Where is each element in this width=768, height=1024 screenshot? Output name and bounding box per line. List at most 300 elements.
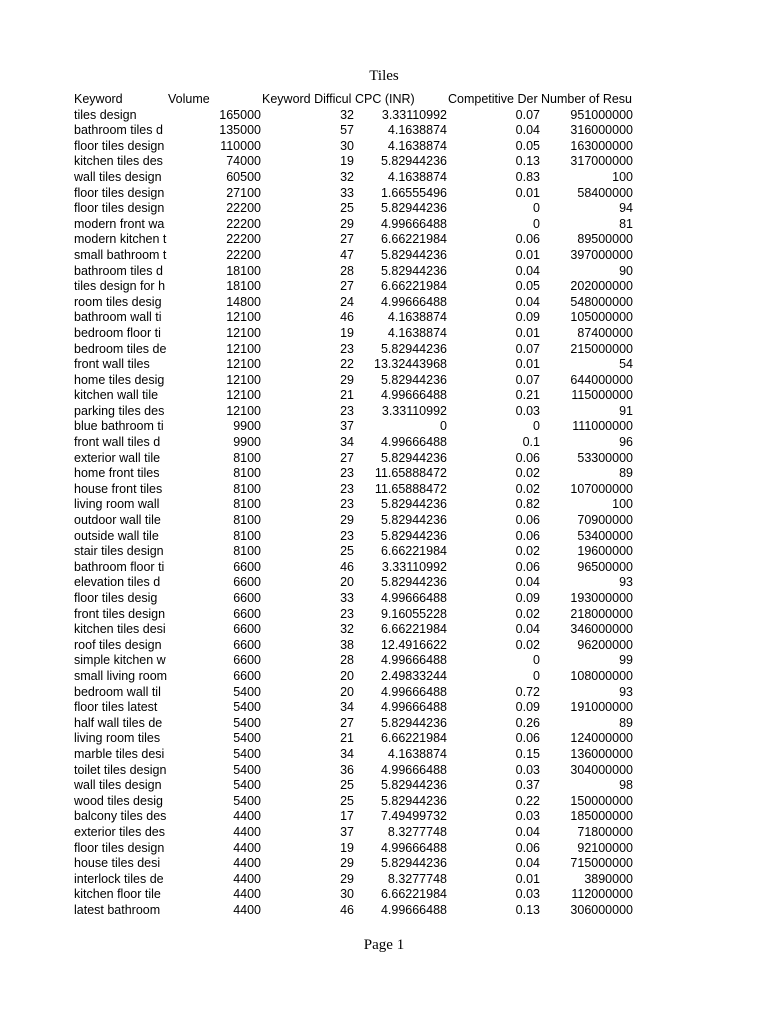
volume-cell: 5400	[233, 700, 261, 715]
keyword-cell: half wall tiles de	[74, 715, 163, 730]
table-row	[74, 186, 634, 202]
number-of-results-cell: 58400000	[577, 185, 633, 200]
volume-cell: 12100	[226, 403, 261, 418]
keyword-difficulty-cell: 25	[340, 544, 354, 559]
table-row	[74, 716, 634, 732]
competitive-density-cell: 0.09	[515, 700, 540, 715]
keyword-difficulty-cell: 23	[340, 497, 354, 512]
competitive-density-cell: 0.72	[515, 684, 540, 699]
competitive-density-cell: 0.37	[515, 778, 540, 793]
keyword-difficulty-cell: 23	[340, 606, 354, 621]
table-row	[74, 232, 634, 248]
keyword-difficulty-cell: 17	[340, 809, 354, 824]
page-number: Page 1	[363, 937, 405, 953]
column-header-competitive-density: Competitive Der	[448, 92, 538, 106]
keyword-cell: wall tiles design	[74, 778, 162, 793]
keyword-cell: stair tiles design	[74, 544, 164, 559]
keyword-cell: bedroom tiles de	[74, 341, 167, 356]
cpc-cell: 6.66221984	[380, 279, 447, 294]
keyword-difficulty-cell: 27	[340, 450, 354, 465]
competitive-density-cell: 0.03	[515, 809, 540, 824]
competitive-density-cell: 0.04	[515, 622, 540, 637]
competitive-density-cell: 0.09	[515, 310, 540, 325]
keyword-difficulty-cell: 30	[340, 138, 354, 153]
cpc-cell: 8.3277748	[387, 824, 447, 839]
cpc-cell: 4.1638874	[387, 325, 447, 340]
keyword-difficulty-cell: 23	[340, 403, 354, 418]
table-row	[74, 872, 634, 888]
competitive-density-cell: 0.04	[515, 294, 540, 309]
volume-cell: 27100	[226, 185, 261, 200]
table-row	[74, 669, 634, 685]
keyword-table	[74, 92, 634, 918]
cpc-cell: 4.99666488	[380, 684, 447, 699]
number-of-results-cell: 89	[619, 715, 633, 730]
cpc-cell: 12.4916622	[380, 637, 447, 652]
cpc-cell: 4.1638874	[387, 310, 447, 325]
keyword-cell: kitchen wall tile	[74, 388, 159, 403]
column-header-cpc: CPC (INR)	[355, 92, 415, 106]
table-header-row	[74, 92, 634, 108]
volume-cell: 5400	[233, 684, 261, 699]
number-of-results-cell: 304000000	[570, 762, 633, 777]
number-of-results-cell: 191000000	[570, 700, 633, 715]
keyword-cell: small living room	[74, 668, 168, 683]
competitive-density-cell: 0.01	[515, 247, 540, 262]
keyword-cell: interlock tiles de	[74, 871, 164, 886]
table-row	[74, 482, 634, 498]
volume-cell: 4400	[233, 840, 261, 855]
number-of-results-cell: 218000000	[570, 606, 633, 621]
volume-cell: 6600	[233, 637, 261, 652]
keyword-difficulty-cell: 34	[340, 700, 354, 715]
competitive-density-cell: 0.82	[515, 497, 540, 512]
keyword-cell: front wall tiles	[74, 357, 150, 372]
competitive-density-cell: 0	[533, 668, 540, 683]
keyword-difficulty-cell: 23	[340, 341, 354, 356]
cpc-cell: 5.82944236	[380, 715, 447, 730]
volume-cell: 12100	[226, 341, 261, 356]
keyword-difficulty-cell: 32	[340, 169, 354, 184]
cpc-cell: 5.82944236	[380, 201, 447, 216]
cpc-cell: 5.82944236	[380, 778, 447, 793]
number-of-results-cell: 715000000	[570, 856, 633, 871]
cpc-cell: 0	[440, 419, 447, 434]
volume-cell: 8100	[233, 528, 261, 543]
number-of-results-cell: 54	[619, 357, 633, 372]
number-of-results-cell: 306000000	[570, 902, 633, 917]
volume-cell: 4400	[233, 902, 261, 917]
keyword-cell: home front tiles	[74, 466, 160, 481]
number-of-results-cell: 100	[612, 497, 633, 512]
table-row	[74, 653, 634, 669]
cpc-cell: 2.49833244	[380, 668, 447, 683]
cpc-cell: 5.82944236	[380, 575, 447, 590]
keyword-cell: tiles design for h	[74, 279, 166, 294]
table-row	[74, 170, 634, 186]
volume-cell: 22200	[226, 201, 261, 216]
keyword-cell: wall tiles design	[74, 169, 162, 184]
keyword-difficulty-cell: 25	[340, 778, 354, 793]
cpc-cell: 4.99666488	[380, 294, 447, 309]
table-row	[74, 373, 634, 389]
number-of-results-cell: 87400000	[577, 325, 633, 340]
number-of-results-cell: 81	[619, 216, 633, 231]
competitive-density-cell: 0.07	[515, 372, 540, 387]
table-row	[74, 264, 634, 280]
keyword-difficulty-cell: 21	[340, 388, 354, 403]
volume-cell: 165000	[219, 107, 261, 122]
volume-cell: 5400	[233, 715, 261, 730]
competitive-density-cell: 0.04	[515, 824, 540, 839]
volume-cell: 6600	[233, 668, 261, 683]
keyword-difficulty-cell: 57	[340, 123, 354, 138]
keyword-cell: floor tiles design	[74, 840, 165, 855]
table-row	[74, 435, 634, 451]
competitive-density-cell: 0.01	[515, 325, 540, 340]
keyword-difficulty-cell: 19	[340, 840, 354, 855]
table-row	[74, 825, 634, 841]
competitive-density-cell: 0	[533, 653, 540, 668]
table-row	[74, 591, 634, 607]
number-of-results-cell: 193000000	[570, 591, 633, 605]
cpc-cell: 11.65888472	[374, 466, 447, 481]
table-row	[74, 108, 634, 124]
keyword-difficulty-cell: 20	[340, 684, 354, 699]
keyword-difficulty-cell: 30	[340, 887, 354, 902]
keyword-difficulty-cell: 19	[340, 325, 354, 340]
cpc-cell: 5.82944236	[380, 497, 447, 512]
number-of-results-cell: 136000000	[570, 746, 633, 761]
cpc-cell: 8.3277748	[387, 871, 447, 886]
keyword-difficulty-cell: 21	[340, 731, 354, 746]
volume-cell: 22200	[226, 247, 261, 262]
competitive-density-cell: 0.01	[515, 357, 540, 372]
keyword-cell: bedroom wall til	[74, 684, 161, 699]
competitive-density-cell: 0.04	[515, 123, 540, 138]
keyword-difficulty-cell: 20	[340, 575, 354, 590]
volume-cell: 6600	[233, 591, 261, 605]
table-row	[74, 279, 634, 295]
keyword-difficulty-cell: 34	[340, 435, 354, 450]
volume-cell: 4400	[233, 809, 261, 824]
keyword-cell: modern front wa	[74, 216, 165, 231]
table-row	[74, 248, 634, 264]
volume-cell: 5400	[233, 778, 261, 793]
table-row	[74, 575, 634, 591]
keyword-cell: room tiles desig	[74, 294, 162, 309]
volume-cell: 6600	[233, 653, 261, 668]
cpc-cell: 5.82944236	[380, 793, 447, 808]
number-of-results-cell: 644000000	[570, 372, 633, 387]
volume-cell: 8100	[233, 513, 261, 528]
number-of-results-cell: 93	[619, 684, 633, 699]
cpc-cell: 4.1638874	[387, 123, 447, 138]
cpc-cell: 5.82944236	[380, 450, 447, 465]
number-of-results-cell: 94	[619, 201, 633, 216]
keyword-difficulty-cell: 29	[340, 871, 354, 886]
number-of-results-cell: 115000000	[571, 388, 633, 403]
keyword-difficulty-cell: 37	[340, 419, 354, 434]
cpc-cell: 5.82944236	[380, 856, 447, 871]
keyword-cell: latest bathroom	[74, 902, 161, 917]
number-of-results-cell: 150000000	[570, 793, 633, 808]
table-row	[74, 342, 634, 358]
volume-cell: 8100	[233, 466, 261, 481]
keyword-difficulty-cell: 19	[340, 154, 354, 169]
keyword-cell: exterior wall tile	[74, 450, 161, 465]
cpc-cell: 5.82944236	[380, 528, 447, 543]
competitive-density-cell: 0.13	[515, 154, 540, 169]
keyword-difficulty-cell: 28	[340, 653, 354, 668]
number-of-results-cell: 96500000	[577, 559, 633, 574]
keyword-cell: bedroom floor ti	[74, 325, 161, 340]
competitive-density-cell: 0.06	[515, 513, 540, 528]
table-row	[74, 794, 634, 810]
table-row	[74, 310, 634, 326]
number-of-results-cell: 112000000	[571, 887, 633, 902]
table-row	[74, 419, 634, 435]
cpc-cell: 3.33110992	[381, 403, 447, 418]
volume-cell: 12100	[226, 310, 261, 325]
competitive-density-cell: 0.06	[515, 731, 540, 746]
keyword-difficulty-cell: 23	[340, 481, 354, 496]
keyword-cell: floor tiles latest	[74, 700, 158, 715]
number-of-results-cell: 548000000	[570, 294, 633, 309]
competitive-density-cell: 0.03	[515, 762, 540, 777]
keyword-difficulty-cell: 38	[340, 637, 354, 652]
cpc-cell: 1.66555496	[380, 185, 447, 200]
number-of-results-cell: 108000000	[570, 668, 633, 683]
volume-cell: 4400	[233, 871, 261, 886]
competitive-density-cell: 0.06	[515, 559, 540, 574]
keyword-difficulty-cell: 33	[340, 591, 354, 605]
number-of-results-cell: 107000000	[570, 481, 633, 496]
competitive-density-cell: 0.09	[515, 591, 540, 605]
keyword-cell: floor tiles design	[74, 138, 165, 153]
table-row	[74, 841, 634, 857]
cpc-cell: 13.32443968	[374, 357, 447, 372]
number-of-results-cell: 163000000	[570, 138, 633, 153]
competitive-density-cell: 0.02	[515, 637, 540, 652]
competitive-density-cell: 0.05	[515, 279, 540, 294]
keyword-difficulty-cell: 29	[340, 216, 354, 231]
number-of-results-cell: 98	[619, 778, 633, 793]
table-row	[74, 217, 634, 233]
number-of-results-cell: 215000000	[570, 341, 633, 356]
volume-cell: 4400	[233, 856, 261, 871]
competitive-density-cell: 0.04	[515, 575, 540, 590]
number-of-results-cell: 185000000	[570, 809, 633, 824]
keyword-cell: living room wall	[74, 497, 160, 512]
table-row	[74, 685, 634, 701]
volume-cell: 8100	[233, 544, 261, 559]
number-of-results-cell: 316000000	[570, 123, 633, 138]
volume-cell: 60500	[226, 169, 261, 184]
number-of-results-cell: 89500000	[577, 232, 633, 247]
volume-cell: 22200	[226, 216, 261, 231]
table-row	[74, 560, 634, 576]
keyword-cell: kitchen floor tile	[74, 887, 161, 902]
volume-cell: 4400	[233, 824, 261, 839]
cpc-cell: 4.99666488	[380, 388, 447, 403]
keyword-cell: tiles design	[74, 107, 137, 122]
competitive-density-cell: 0.03	[515, 887, 540, 902]
table-row	[74, 326, 634, 342]
table-row	[74, 513, 634, 529]
volume-cell: 18100	[226, 263, 261, 278]
number-of-results-cell: 99	[619, 653, 633, 668]
keyword-difficulty-cell: 23	[340, 528, 354, 543]
table-row	[74, 404, 634, 420]
number-of-results-cell: 89	[619, 466, 633, 481]
keyword-cell: kitchen tiles desi	[74, 622, 166, 637]
number-of-results-cell: 92100000	[577, 840, 633, 855]
number-of-results-cell: 111000000	[572, 419, 633, 434]
column-header-number-of-results: Number of Resu	[541, 92, 633, 106]
cpc-cell: 4.99666488	[380, 700, 447, 715]
keyword-cell: blue bathroom ti	[74, 419, 164, 434]
competitive-density-cell: 0.13	[515, 902, 540, 917]
number-of-results-cell: 317000000	[570, 154, 633, 169]
volume-cell: 6600	[233, 606, 261, 621]
competitive-density-cell: 0.02	[515, 606, 540, 621]
volume-cell: 110000	[220, 138, 261, 153]
keyword-cell: kitchen tiles des	[74, 154, 163, 169]
volume-cell: 12100	[226, 325, 261, 340]
competitive-density-cell: 0.15	[515, 746, 540, 761]
page-title: Tiles	[369, 68, 399, 84]
table-row	[74, 466, 634, 482]
number-of-results-cell: 71800000	[577, 824, 633, 839]
keyword-difficulty-cell: 37	[340, 824, 354, 839]
cpc-cell: 5.82944236	[380, 247, 447, 262]
cpc-cell: 5.82944236	[380, 341, 447, 356]
keyword-difficulty-cell: 36	[340, 762, 354, 777]
keyword-difficulty-cell: 46	[340, 559, 354, 574]
cpc-cell: 4.99666488	[380, 216, 447, 231]
cpc-cell: 3.33110992	[381, 559, 447, 574]
table-row	[74, 809, 634, 825]
competitive-density-cell: 0.05	[515, 138, 540, 153]
volume-cell: 9900	[233, 419, 261, 434]
competitive-density-cell: 0.02	[515, 466, 540, 481]
volume-cell: 8100	[233, 481, 261, 496]
number-of-results-cell: 90	[619, 263, 633, 278]
volume-cell: 5400	[233, 793, 261, 808]
volume-cell: 12100	[226, 357, 261, 372]
keyword-difficulty-cell: 25	[340, 793, 354, 808]
number-of-results-cell: 91	[619, 403, 633, 418]
competitive-density-cell: 0.01	[515, 185, 540, 200]
table-row	[74, 903, 634, 919]
keyword-difficulty-cell: 46	[340, 310, 354, 325]
keyword-cell: exterior tiles des	[74, 824, 166, 839]
keyword-cell: balcony tiles des	[74, 809, 167, 824]
volume-cell: 14800	[226, 294, 261, 309]
volume-cell: 135000	[219, 123, 261, 138]
keyword-difficulty-cell: 27	[340, 279, 354, 294]
keyword-cell: elevation tiles d	[74, 575, 161, 590]
competitive-density-cell: 0.06	[515, 450, 540, 465]
cpc-cell: 4.1638874	[387, 138, 447, 153]
keyword-cell: bathroom tiles d	[74, 263, 163, 278]
cpc-cell: 5.82944236	[380, 513, 447, 528]
keyword-difficulty-cell: 32	[340, 622, 354, 637]
keyword-cell: floor tiles design	[74, 185, 165, 200]
number-of-results-cell: 100	[612, 169, 633, 184]
cpc-cell: 4.99666488	[380, 840, 447, 855]
cpc-cell: 4.99666488	[380, 653, 447, 668]
volume-cell: 18100	[226, 279, 261, 294]
table-row	[74, 139, 634, 155]
keyword-cell: floor tiles design	[74, 201, 165, 216]
volume-cell: 12100	[226, 388, 261, 403]
table-row	[74, 544, 634, 560]
keyword-difficulty-cell: 22	[340, 357, 354, 372]
cpc-cell: 5.82944236	[380, 263, 447, 278]
cpc-cell: 3.33110992	[381, 107, 447, 122]
keyword-cell: outdoor wall tile	[74, 513, 161, 528]
cpc-cell: 11.65888472	[374, 481, 447, 496]
table-row	[74, 622, 634, 638]
volume-cell: 5400	[233, 731, 261, 746]
competitive-density-cell: 0.06	[515, 232, 540, 247]
table-row	[74, 123, 634, 139]
table-row	[74, 700, 634, 716]
volume-cell: 5400	[233, 746, 261, 761]
competitive-density-cell: 0.26	[515, 715, 540, 730]
competitive-density-cell: 0	[533, 216, 540, 231]
keyword-difficulty-cell: 20	[340, 668, 354, 683]
number-of-results-cell: 202000000	[570, 279, 633, 294]
cpc-cell: 5.82944236	[380, 372, 447, 387]
keyword-difficulty-cell: 27	[340, 715, 354, 730]
keyword-difficulty-cell: 46	[340, 902, 354, 917]
table-row	[74, 638, 634, 654]
keyword-cell: marble tiles desi	[74, 746, 165, 761]
number-of-results-cell: 951000000	[570, 107, 633, 122]
keyword-cell: home tiles desig	[74, 372, 165, 387]
cpc-cell: 6.66221984	[380, 544, 447, 559]
cpc-cell: 6.66221984	[380, 622, 447, 637]
keyword-difficulty-cell: 29	[340, 513, 354, 528]
number-of-results-cell: 96	[619, 435, 633, 450]
keyword-difficulty-cell: 25	[340, 201, 354, 216]
keyword-cell: parking tiles des	[74, 403, 165, 418]
table-row	[74, 887, 634, 903]
keyword-cell: living room tiles	[74, 731, 161, 746]
volume-cell: 6600	[233, 622, 261, 637]
number-of-results-cell: 3890000	[584, 871, 633, 886]
column-header-volume: Volume	[168, 92, 210, 106]
competitive-density-cell: 0.07	[515, 341, 540, 356]
keyword-difficulty-cell: 24	[340, 294, 354, 309]
table-row	[74, 451, 634, 467]
volume-cell: 8100	[233, 497, 261, 512]
keyword-difficulty-cell: 33	[340, 185, 354, 200]
keyword-cell: simple kitchen w	[74, 653, 166, 668]
volume-cell: 6600	[233, 559, 261, 574]
keyword-cell: bathroom floor ti	[74, 559, 165, 574]
keyword-cell: roof tiles design	[74, 637, 162, 652]
competitive-density-cell: 0.1	[522, 435, 540, 450]
volume-cell: 12100	[226, 372, 261, 387]
competitive-density-cell: 0.04	[515, 856, 540, 871]
number-of-results-cell: 124000000	[570, 731, 633, 746]
keyword-cell: outside wall tile	[74, 528, 159, 543]
number-of-results-cell: 397000000	[570, 247, 633, 262]
